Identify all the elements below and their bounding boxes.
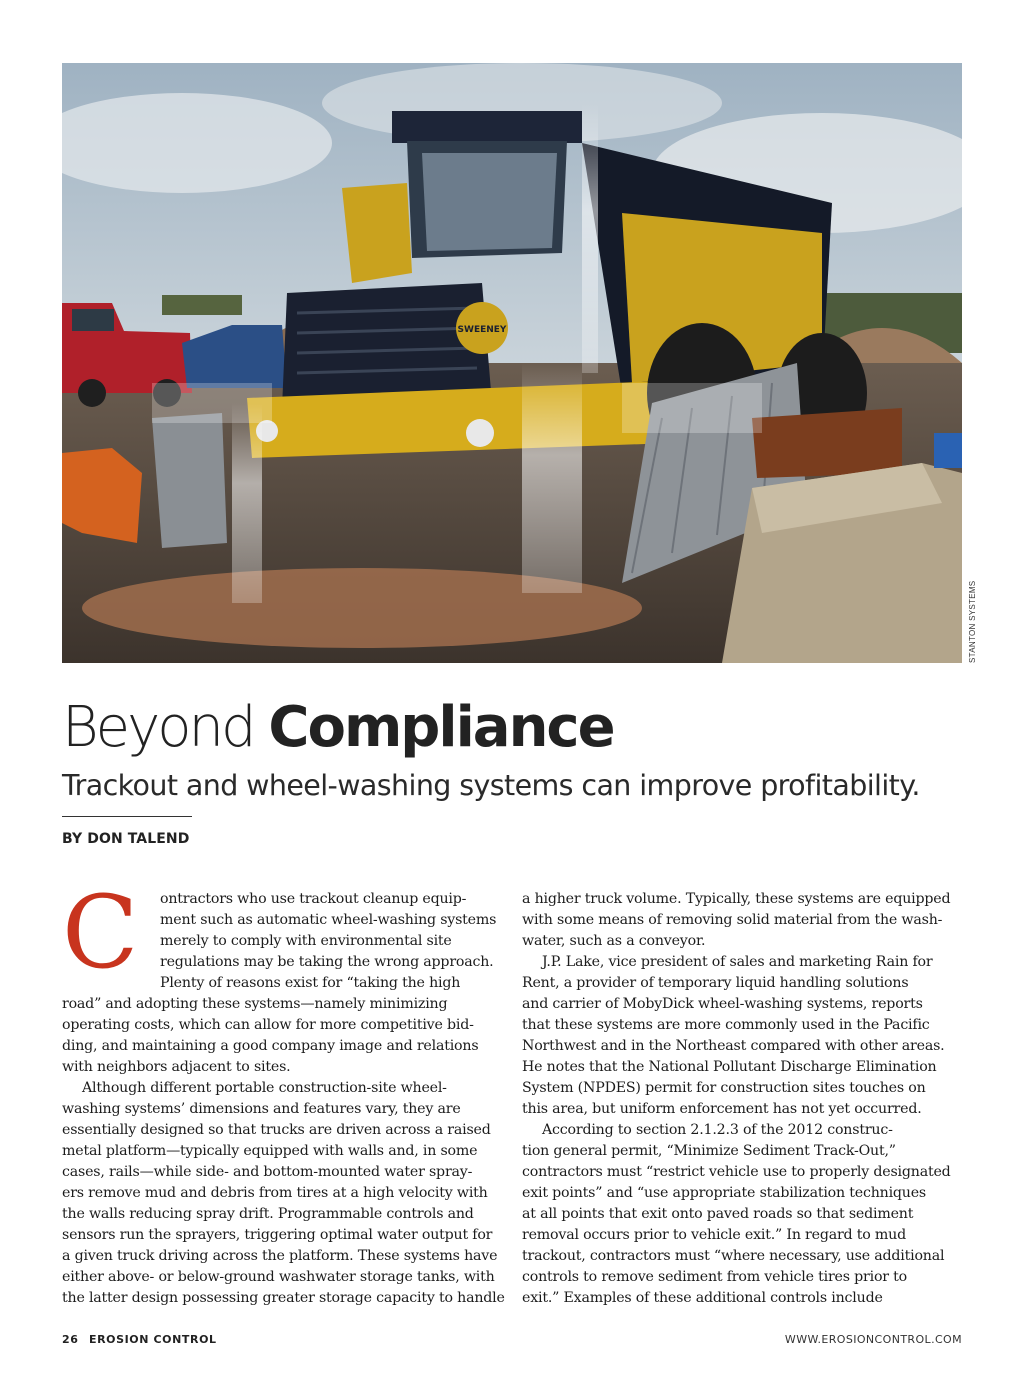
text-line: Plenty of reasons exist for “taking the high <box>160 975 461 991</box>
article-deck: Trackout and wheel-washing systems can improve profitability. <box>62 769 920 802</box>
byline-rule <box>62 816 192 817</box>
text-line: Although different portable construction-site wheel- <box>82 1080 447 1096</box>
truck-logo: SWEENEY <box>457 325 507 335</box>
text-line: merely to comply with environmental site <box>160 933 452 949</box>
page-number: 26 <box>62 1333 79 1346</box>
text-line: exit points” and “use appropriate stabilization techniques <box>522 1185 927 1201</box>
left-column <box>62 874 505 1309</box>
text-line: Northwest and in the Northeast compared with other areas. <box>522 1038 945 1054</box>
text-line: a higher truck volume. Typically, these systems are equipped <box>522 891 951 907</box>
magazine-name: EROSION CONTROL <box>88 1333 217 1346</box>
text-line: at all points that exit onto paved roads so that sediment <box>522 1206 914 1222</box>
text-line: ding, and maintaining a good company image and relations <box>62 1038 479 1054</box>
text-line: J.P. Lake, vice president of sales and marketing Rain for <box>542 954 933 970</box>
text-line: Rent, a provider of temporary liquid handling solutions <box>522 975 909 991</box>
magazine-url: WWW.EROSIONCONTROL.COM <box>784 1333 962 1346</box>
text-line: the latter design possessing greater storage capacity to handle <box>62 1290 505 1306</box>
text-line: that these systems are more commonly used in the Pacific <box>522 1017 930 1033</box>
text-line: cases, rails—while side- and bottom-mounted water spray- <box>62 1164 473 1180</box>
photo-credit: STANTON SYSTEMS <box>968 580 977 663</box>
text-line: controls to remove sediment from vehicle tires prior to <box>522 1269 908 1285</box>
text-line: either above- or below-ground washwater storage tanks, with <box>62 1269 495 1285</box>
article-headline <box>62 688 614 768</box>
text-line: contractors must “restrict vehicle use to properly designated <box>522 1164 951 1180</box>
text-line: According to section 2.1.2.3 of the 2012 construc- <box>542 1122 893 1138</box>
text-line: He notes that the National Pollutant Discharge Elimination <box>522 1059 937 1075</box>
text-line: ontractors who use trackout cleanup equip- <box>160 891 467 907</box>
text-line: and carrier of MobyDick wheel-washing systems, reports <box>522 996 923 1012</box>
text-line: essentially designed so that trucks are driven across a raised <box>62 1122 491 1138</box>
text-line: sensors run the sprayers, triggering optimal water output for <box>62 1227 493 1243</box>
feature-photo <box>62 63 962 663</box>
page-footer-left <box>62 1333 217 1346</box>
text-line: tion general permit, “Minimize Sediment Track-Out,” <box>522 1143 896 1159</box>
text-line: System (NPDES) permit for construction sites touches on <box>522 1080 926 1096</box>
headline-bold: Compliance <box>268 695 614 760</box>
text-line: a given truck driving across the platform. These systems have <box>62 1248 498 1264</box>
drop-cap: C <box>62 874 139 991</box>
text-line: washing systems’ dimensions and features vary, they are <box>62 1101 461 1117</box>
drop-cap-paragraph <box>62 874 502 994</box>
right-column <box>522 889 962 1309</box>
text-line: road” and adopting these systems—namely minimizing <box>62 996 448 1012</box>
text-line: this area, but uniform enforcement has not yet occurred. <box>522 1101 922 1117</box>
byline: BY DON TALEND <box>62 831 190 847</box>
text-line: trackout, contractors must “where necessary, use additional <box>522 1248 945 1264</box>
text-line: with neighbors adjacent to sites. <box>62 1059 291 1075</box>
text-line: ers remove mud and debris from tires at a high velocity with <box>62 1185 488 1201</box>
text-line: ment such as automatic wheel-washing systems <box>160 912 497 928</box>
text-line: operating costs, which can allow for more competitive bid- <box>62 1017 474 1033</box>
headline-light: Beyond <box>62 695 254 760</box>
text-line: regulations may be taking the wrong approach. <box>160 954 494 970</box>
text-line: the walls reducing spray drift. Programmable controls and <box>62 1206 474 1222</box>
truck-wheel-wash-photo <box>62 63 962 663</box>
text-line: removal occurs prior to vehicle exit.” In regard to mud <box>522 1227 906 1243</box>
text-line: exit.” Examples of these additional controls include <box>522 1290 883 1306</box>
text-line: metal platform—typically equipped with walls and, in some <box>62 1143 478 1159</box>
text-line: with some means of removing solid material from the wash- <box>522 912 943 928</box>
text-line: water, such as a conveyor. <box>522 933 706 949</box>
